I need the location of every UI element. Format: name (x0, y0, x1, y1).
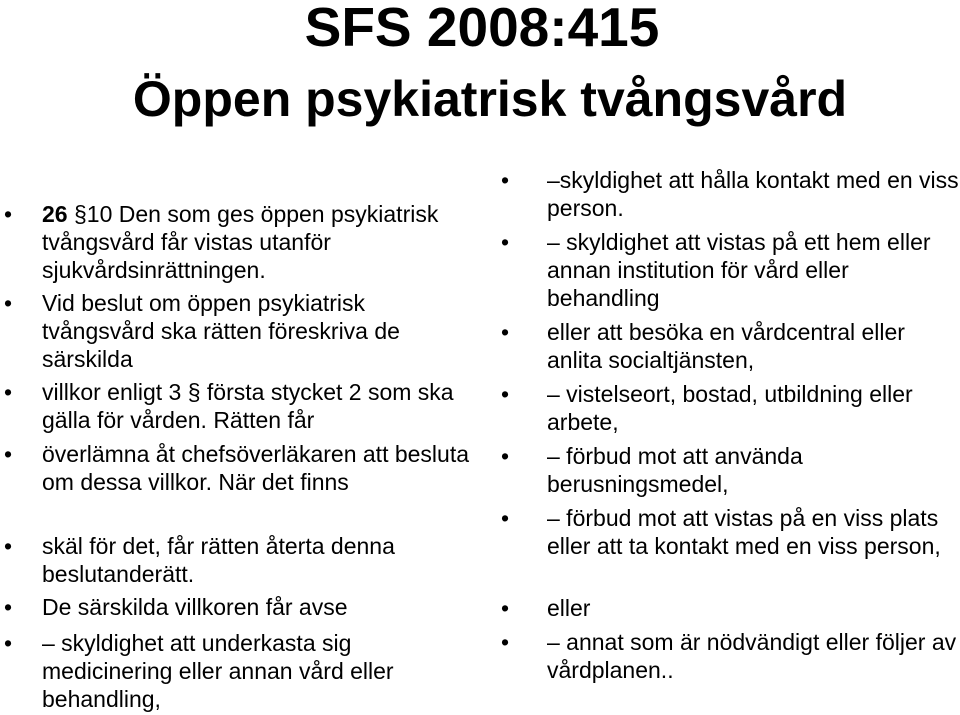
list-item-text: skäl för det, får rätten återta denna beslutanderätt. (42, 533, 395, 587)
list-item (501, 442, 959, 498)
bullet-icon: • (4, 379, 13, 405)
list-item (501, 380, 959, 436)
list-item (501, 318, 959, 374)
list-item-text: De särskilda villkoren får avse (42, 594, 348, 620)
list-item (4, 440, 472, 496)
list-item (4, 289, 472, 373)
list-item-text: eller (547, 595, 591, 621)
list-item-text: – förbud mot att använda berusningsmedel, (547, 443, 803, 497)
list-item (4, 200, 472, 284)
list-item (4, 629, 472, 713)
bullet-icon: • (501, 443, 510, 469)
list-item-text: – annat som är nödvändigt eller följer av vårdplanen.. (547, 629, 957, 683)
list-item-text: villkor enligt 3 § första stycket 2 som ska gälla för vården. Rätten får (42, 379, 454, 433)
bullet-icon: • (501, 229, 510, 255)
bullet-icon: • (4, 594, 13, 620)
list-item-text: – vistelseort, bostad, utbildning eller arbete, (547, 381, 913, 435)
list-item (4, 378, 472, 434)
bullet-icon: • (501, 167, 510, 193)
bullet-icon: • (4, 201, 13, 227)
section-number: 26 (42, 201, 74, 227)
list-item (501, 594, 959, 622)
list-item (4, 532, 472, 588)
list-item-text: Vid beslut om öppen psykiatrisk tvångsvård ska rätten föreskriva de särskilda (42, 290, 400, 372)
list-item-text: överlämna åt chefsöverläkaren att besluta om dessa villkor. När det finns (42, 441, 470, 495)
list-item-text: – förbud mot att vistas på en viss plats eller att ta kontakt med en viss person, (547, 505, 941, 559)
bullet-icon: • (501, 381, 510, 407)
slide-subtitle: Öppen psykiatrisk tvångsvård (132, 71, 848, 127)
bullet-icon: • (501, 505, 510, 531)
bullet-icon: • (4, 290, 13, 316)
bullet-icon: • (4, 441, 13, 467)
bullet-icon: • (4, 533, 13, 559)
slide-title: SFS 2008:415 (304, 0, 660, 58)
list-item-text: eller att besöka en vårdcentral eller anlita socialtjänsten, (547, 319, 905, 373)
list-item (501, 628, 959, 684)
list-item-text: – skyldighet att vistas på ett hem eller annan institution för vård eller behandling (547, 229, 931, 311)
list-item (4, 593, 472, 621)
list-item (501, 228, 959, 312)
bullet-icon: • (501, 629, 510, 655)
list-item-text: – skyldighet att underkasta sig medicinering eller annan vård eller behandling, (42, 630, 394, 712)
list-item (501, 504, 959, 560)
bullet-icon: • (501, 319, 510, 345)
list-item-text: §10 Den som ges öppen psykiatrisk tvångsvård får vistas utanför sjukvårdsinrättningen. (42, 201, 439, 283)
list-item-text: –skyldighet att hålla kontakt med en viss person. (547, 167, 959, 221)
bullet-icon: • (4, 630, 13, 656)
list-item (501, 166, 959, 222)
bullet-icon: • (501, 595, 510, 621)
